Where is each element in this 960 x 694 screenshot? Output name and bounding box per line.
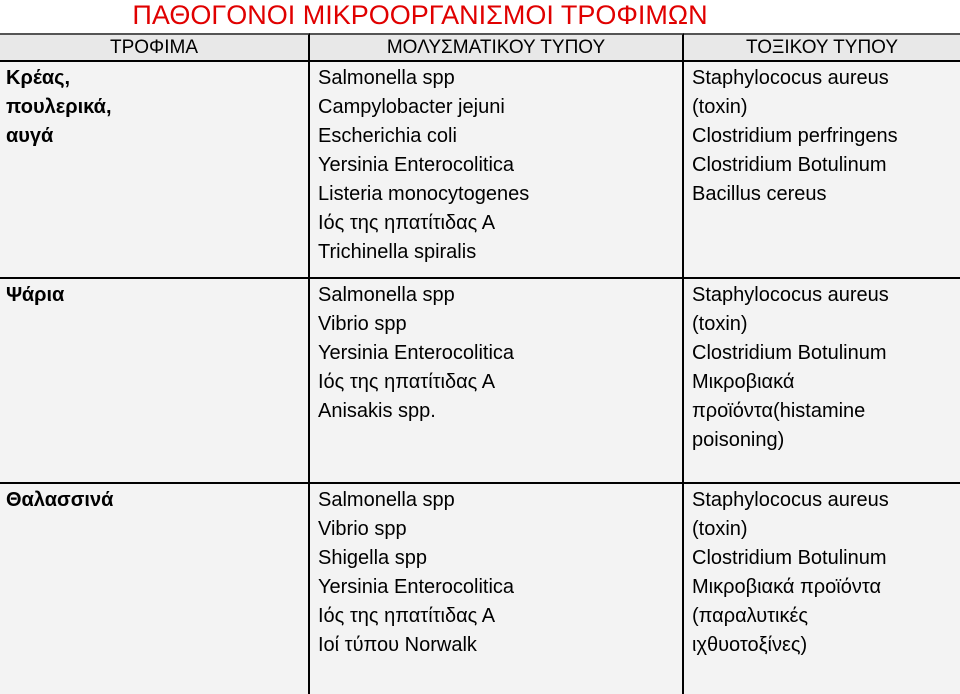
infectious-item: Escherichia coli bbox=[318, 125, 457, 147]
infectious-item: Shigella spp bbox=[318, 547, 427, 569]
toxic-item: Staphylococus aureus bbox=[692, 489, 889, 511]
toxic-item: (toxin) bbox=[692, 313, 748, 335]
toxic-item: Clostridium Botulinum bbox=[692, 547, 887, 569]
infectious-item: Vibrio spp bbox=[318, 518, 407, 540]
toxic-item: Μικροβιακά bbox=[692, 371, 795, 393]
infectious-item: Listeria monocytogenes bbox=[318, 183, 530, 205]
toxic-item: προϊόντα(histamine bbox=[692, 400, 866, 422]
pathogens-table bbox=[0, 33, 960, 694]
toxic-item: Staphylococus aureus bbox=[692, 284, 889, 306]
food-line: αυγά bbox=[6, 125, 54, 147]
page-title bbox=[0, 0, 960, 32]
food-cell-seafood bbox=[0, 484, 310, 694]
toxic-cell-seafood bbox=[684, 484, 960, 694]
infectious-cell-seafood bbox=[310, 484, 684, 694]
header-foods: ΤΡΟΦΙΜΑ bbox=[0, 33, 310, 62]
infectious-item: Vibrio spp bbox=[318, 313, 407, 335]
infectious-item: Ιός της ηπατίτιδας Α bbox=[318, 605, 496, 627]
food-line: Κρέας, bbox=[6, 67, 71, 89]
toxic-item: Clostridium Botulinum bbox=[692, 342, 887, 364]
infectious-item: Yersinia Enterocolitica bbox=[318, 342, 515, 364]
toxic-item: Μικροβιακά προϊόντα bbox=[692, 576, 882, 598]
infectious-item: Campylobacter jejuni bbox=[318, 96, 505, 118]
infectious-item: Yersinia Enterocolitica bbox=[318, 154, 515, 176]
toxic-item: poisoning) bbox=[692, 429, 785, 451]
infectious-item: Anisakis spp. bbox=[318, 400, 436, 422]
infectious-item: Salmonella spp bbox=[318, 489, 455, 511]
infectious-item: Salmonella spp bbox=[318, 67, 455, 89]
food-cell-meat bbox=[0, 62, 310, 279]
food-line: Θαλασσινά bbox=[6, 489, 114, 511]
toxic-item: Clostridium Botulinum bbox=[692, 154, 887, 176]
header-toxic: ΤΟΞΙΚΟΥ ΤΥΠΟΥ bbox=[684, 33, 960, 62]
infectious-item: Yersinia Enterocolitica bbox=[318, 576, 515, 598]
infectious-item: Ιοί τύπου Norwalk bbox=[318, 634, 477, 656]
food-line: Ψάρια bbox=[6, 284, 65, 306]
infectious-item: Ιός της ηπατίτιδας Α bbox=[318, 371, 496, 393]
toxic-item: Staphylococus aureus bbox=[692, 67, 889, 89]
food-cell-fish bbox=[0, 279, 310, 484]
toxic-item: ιχθυοτοξίνες) bbox=[692, 634, 808, 656]
infectious-item: Trichinella spiralis bbox=[318, 241, 477, 263]
toxic-item: (toxin) bbox=[692, 96, 748, 118]
toxic-item: (παραλυτικές bbox=[692, 605, 809, 627]
toxic-item: (toxin) bbox=[692, 518, 748, 540]
infectious-cell-meat bbox=[310, 62, 684, 279]
toxic-item: Clostridium perfringens bbox=[692, 125, 898, 147]
header-infectious: ΜΟΛΥΣΜΑΤΙΚΟΥ ΤΥΠΟΥ bbox=[310, 33, 684, 62]
page-title-text: ΠΑΘΟΓΟΝΟΙ ΜΙΚΡΟΟΡΓΑΝΙΣΜΟΙ ΤΡΟΦΙΜΩΝ bbox=[132, 0, 708, 30]
food-line: πουλερικά, bbox=[6, 96, 112, 118]
toxic-cell-fish bbox=[684, 279, 960, 484]
toxic-cell-meat bbox=[684, 62, 960, 279]
infectious-cell-fish bbox=[310, 279, 684, 484]
toxic-item: Bacillus cereus bbox=[692, 183, 827, 205]
infectious-item: Salmonella spp bbox=[318, 284, 455, 306]
infectious-item: Ιός της ηπατίτιδας Α bbox=[318, 212, 496, 234]
